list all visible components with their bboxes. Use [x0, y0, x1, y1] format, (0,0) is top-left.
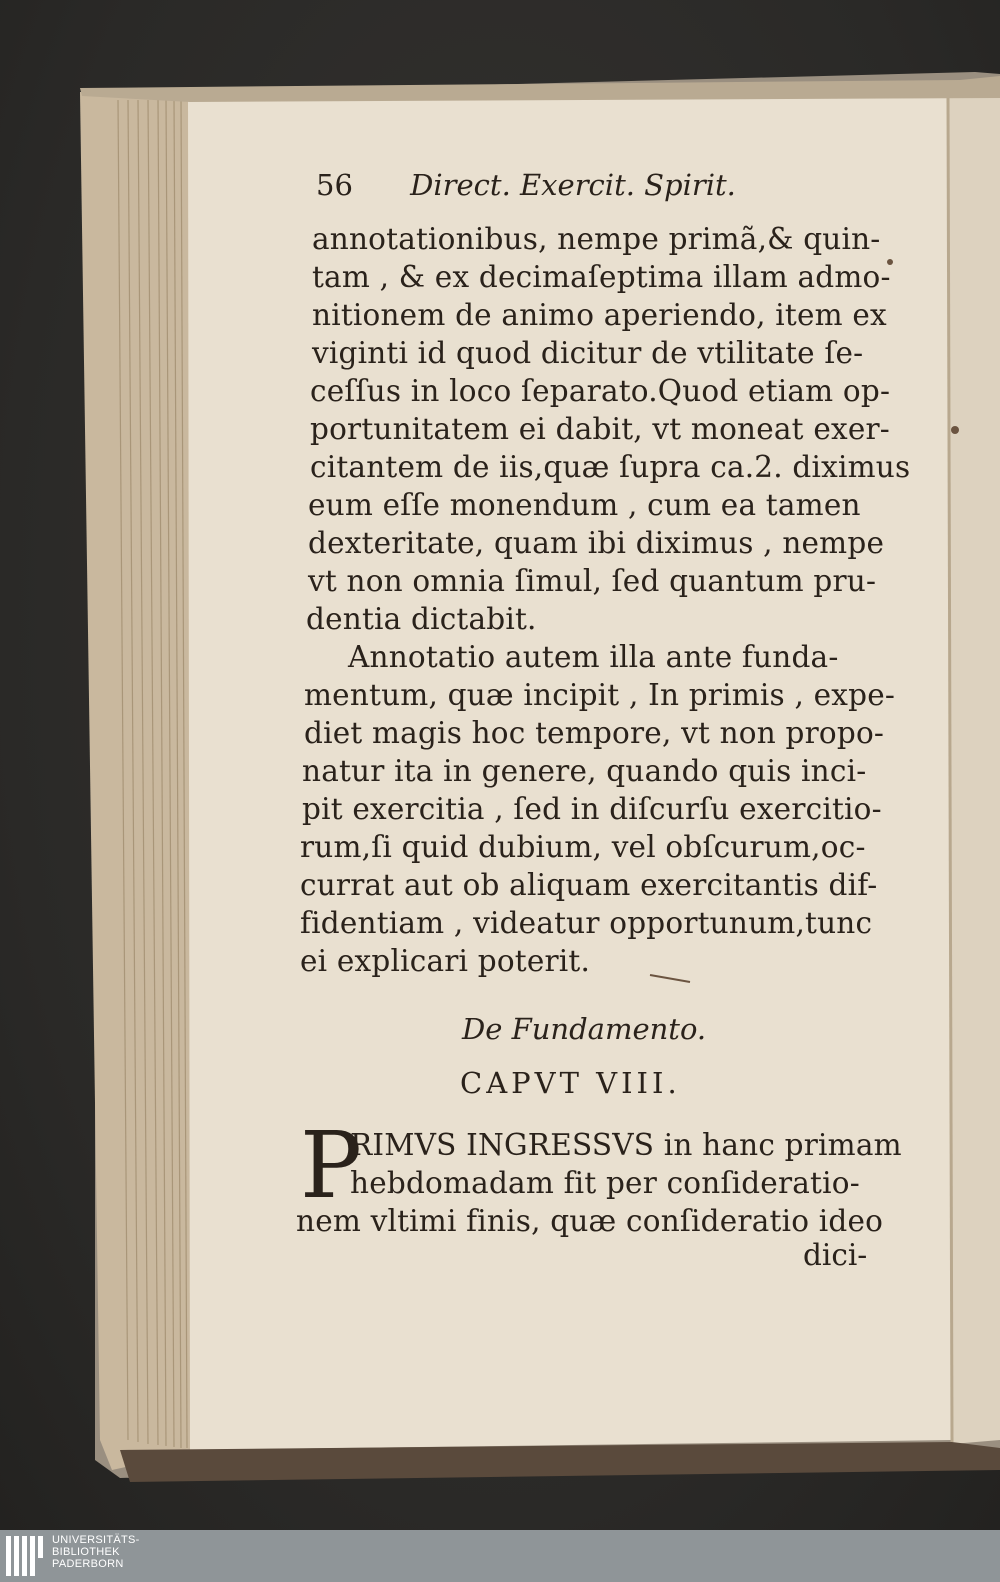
text-line: eum eſſe monendum , cum ea tamen	[308, 488, 861, 522]
text-line: pit exercitia , ſed in diſcurſu exercitio-	[302, 792, 882, 826]
footer-bar	[0, 1530, 1000, 1582]
chapter-heading: CAPVT VIII.	[460, 1066, 681, 1100]
text-line: rum,ſi quid dubium, vel obſcurum,oc-	[300, 830, 866, 864]
text-line: currat aut ob aliquam exercitantis dif-	[300, 868, 878, 902]
library-logo-text	[52, 1534, 140, 1570]
logo-line: BIBLIOTHEK	[52, 1546, 120, 1558]
text-line: mentum, quæ incipit , In primis , expe-	[304, 678, 896, 712]
logo-line: PADERBORN	[52, 1558, 124, 1570]
text-line: nitionem de animo aperiendo, item ex	[312, 298, 887, 332]
text-line: citantem de iis,quæ ſupra ca.2. diximus	[310, 450, 911, 484]
section-title: De Fundamento.	[462, 1012, 707, 1046]
text-line: diet magis hoc tempore, vt non propo-	[304, 716, 885, 750]
text-line: dentia dictabit.	[306, 602, 537, 636]
library-logo-icon	[6, 1536, 46, 1576]
logo-line: UNIVERSITÄTS-	[52, 1534, 140, 1546]
text-line: fidentiam , videatur opportunum,tunc	[300, 906, 873, 940]
text-line: dexteritate, quam ibi diximus , nempe	[308, 526, 885, 560]
text-line: vt non omnia ſimul, ſed quantum pru-	[308, 564, 877, 598]
text-line: annotationibus, nempe primã,& quin-	[312, 222, 881, 256]
running-head-title: Direct. Exercit. Spirit.	[410, 168, 736, 202]
text-line: Annotatio autem illa ante funda-	[348, 640, 839, 674]
text-line: hebdomadam fit per conſideratio-	[350, 1166, 860, 1200]
page-number: 56	[316, 168, 353, 202]
running-header	[316, 168, 736, 202]
text-line: portunitatem ei dabit, vt moneat exer-	[310, 412, 890, 446]
text-line: natur ita in genere, quando quis inci-	[302, 754, 867, 788]
text-line: tam , & ex decimaſeptima illam admo-	[312, 260, 891, 294]
drop-cap: P	[300, 1112, 362, 1219]
text-line: ceſſus in loco ſeparato.Quod etiam op-	[310, 374, 891, 408]
text-line: nem vltimi finis, quæ conſideratio ideo	[296, 1204, 884, 1238]
text-line: viginti id quod dicitur de vtilitate ſe-	[312, 336, 864, 370]
text-line: ei explicari poterit.	[300, 944, 591, 978]
catchword: dici-	[803, 1238, 868, 1272]
text-line: RIMVS INGRESSVS in hanc primam	[350, 1128, 902, 1162]
